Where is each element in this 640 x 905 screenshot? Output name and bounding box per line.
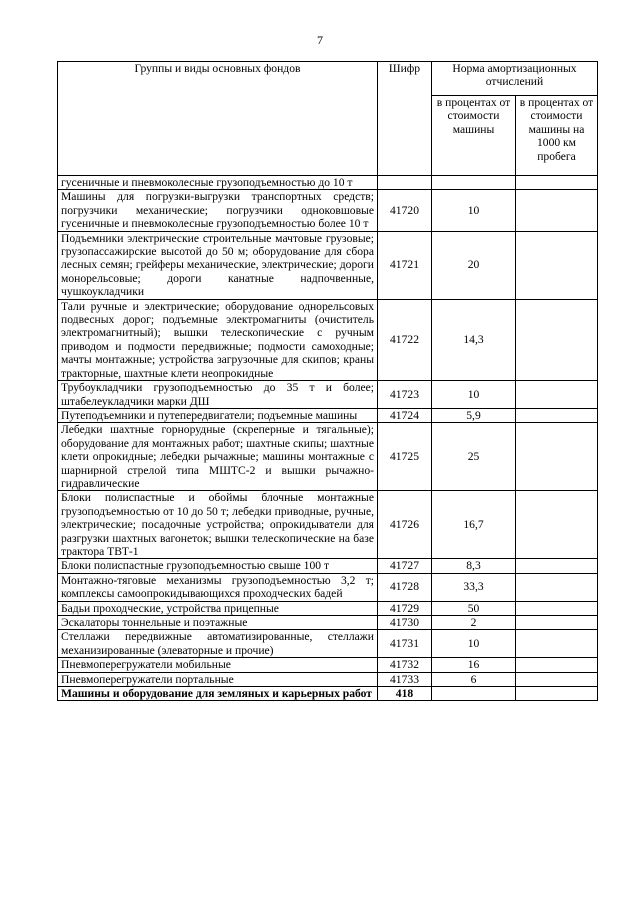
row-pct-1000km [516, 658, 598, 672]
row-pct-1000km [516, 176, 598, 190]
row-code: 41729 [378, 601, 432, 615]
header-code: Шифр [378, 62, 432, 176]
table-row [58, 672, 598, 686]
row-pct-machine: 2 [432, 616, 516, 630]
row-pct-1000km [516, 231, 598, 299]
table-row [58, 616, 598, 630]
row-pct-1000km [516, 616, 598, 630]
row-name: Подъемники электрические строительные мачтовые грузовые; грузопассажирские высотой до 50 м; оборудование для сбора лесных семян; грейферы механические, электрические; дороги монорельсовые; дороги канатные надпочвенные, чушкоукладчики [58, 231, 378, 299]
row-name: Пневмоперегружатели портальные [58, 672, 378, 686]
header-sub-1000km: в процентах от стоимости машины на 1000 км пробега [516, 96, 598, 176]
row-code: 41731 [378, 630, 432, 658]
row-pct-1000km [516, 381, 598, 409]
table-row [58, 423, 598, 491]
row-code: 41730 [378, 616, 432, 630]
row-pct-machine: 16 [432, 658, 516, 672]
table-row [58, 573, 598, 601]
row-name: Пневмоперегружатели мобильные [58, 658, 378, 672]
table-row [58, 381, 598, 409]
row-code: 41727 [378, 559, 432, 573]
row-name: Тали ручные и электрические; оборудование однорельсовых подвесных дорог; подъемные электромагниты (очиститель электромагнитный); вышки телескопические с ручным приводом и подмости передвижные; подмости самоходные; мачты монтажные; устройства загрузочные для скипов; краны тракторные, шахтные клети неопрокидные [58, 299, 378, 380]
row-pct-1000km [516, 299, 598, 380]
row-code: 41722 [378, 299, 432, 380]
row-pct-1000km [516, 190, 598, 231]
table-row [58, 658, 598, 672]
row-name: Блоки полиспастные грузоподъемностью свыше 100 т [58, 559, 378, 573]
row-pct-1000km [516, 559, 598, 573]
row-pct-1000km [516, 687, 598, 701]
row-pct-machine: 20 [432, 231, 516, 299]
row-pct-machine: 33,3 [432, 573, 516, 601]
row-code: 41726 [378, 491, 432, 559]
table-row [58, 231, 598, 299]
depreciation-table [57, 61, 598, 701]
row-pct-1000km [516, 672, 598, 686]
table-row [58, 190, 598, 231]
row-pct-machine: 25 [432, 423, 516, 491]
row-code: 41732 [378, 658, 432, 672]
table-row [58, 299, 598, 380]
table-row [58, 408, 598, 422]
table-row [58, 601, 598, 615]
row-code: 41728 [378, 573, 432, 601]
row-pct-machine: 10 [432, 630, 516, 658]
row-pct-machine: 6 [432, 672, 516, 686]
row-name: Стеллажи передвижные автоматизированные, стеллажи механизированные (элеваторные и прочие) [58, 630, 378, 658]
row-name: Машины для погрузки-выгрузки транспортных средств; погрузчики механические; погрузчики одноковшовые гусеничные и пневмоколесные грузоподъемностью более 10 т [58, 190, 378, 231]
row-code: 41733 [378, 672, 432, 686]
row-name: Путеподъемники и путепередвигатели; подъемные машины [58, 408, 378, 422]
row-code: 41724 [378, 408, 432, 422]
row-name: Трубоукладчики грузоподъемностью до 35 т и более; штабелеукладчики марки ДШ [58, 381, 378, 409]
row-code: 418 [378, 687, 432, 701]
row-pct-1000km [516, 601, 598, 615]
row-pct-machine [432, 176, 516, 190]
row-pct-machine: 5,9 [432, 408, 516, 422]
row-code: 41720 [378, 190, 432, 231]
row-name: Бадьи проходческие, устройства прицепные [58, 601, 378, 615]
row-name: Блоки полиспастные и обоймы блочные монтажные грузоподъемностью от 10 до 50 т; лебедки приводные, ручные, электрические; посадочные устройства; опрокидыватели для разгрузки шахтных вагонеток; вышки телескопические на базе трактора ТВТ-1 [58, 491, 378, 559]
table-row [58, 687, 598, 701]
header-sub-machine: в процентах от стоимости машины [432, 96, 516, 176]
row-pct-machine: 14,3 [432, 299, 516, 380]
row-name: Лебедки шахтные горнорудные (скреперные и тягальные); оборудование для монтажных работ; шахтные скипы; шахтные клети опрокидные; лебедки рычажные; машины монтажные с шарнирной стрелой типа МШТС-2 и вышки рычажно-гидравлические [58, 423, 378, 491]
table-row [58, 176, 598, 190]
row-name: гусеничные и пневмоколесные грузоподъемностью до 10 т [58, 176, 378, 190]
row-pct-machine: 50 [432, 601, 516, 615]
row-code: 41721 [378, 231, 432, 299]
row-code [378, 176, 432, 190]
row-code: 41723 [378, 381, 432, 409]
header-norm: Норма амортизационных отчислений [432, 62, 598, 96]
row-code: 41725 [378, 423, 432, 491]
row-pct-machine: 8,3 [432, 559, 516, 573]
table-row [58, 630, 598, 658]
row-pct-machine: 10 [432, 190, 516, 231]
page-number: 7 [317, 33, 323, 47]
row-pct-machine: 16,7 [432, 491, 516, 559]
row-name: Машины и оборудование для земляных и карьерных работ [58, 687, 378, 701]
row-pct-1000km [516, 491, 598, 559]
row-pct-1000km [516, 573, 598, 601]
table-row [58, 559, 598, 573]
row-name: Эскалаторы тоннельные и поэтажные [58, 616, 378, 630]
table-row [58, 491, 598, 559]
row-pct-1000km [516, 423, 598, 491]
row-pct-1000km [516, 630, 598, 658]
header-group: Группы и виды основных фондов [58, 62, 378, 176]
row-name: Монтажно-тяговые механизмы грузоподъемностью 3,2 т; комплексы самоопрокидывающихся проходческих бадей [58, 573, 378, 601]
row-pct-1000km [516, 408, 598, 422]
row-pct-machine: 10 [432, 381, 516, 409]
row-pct-machine [432, 687, 516, 701]
